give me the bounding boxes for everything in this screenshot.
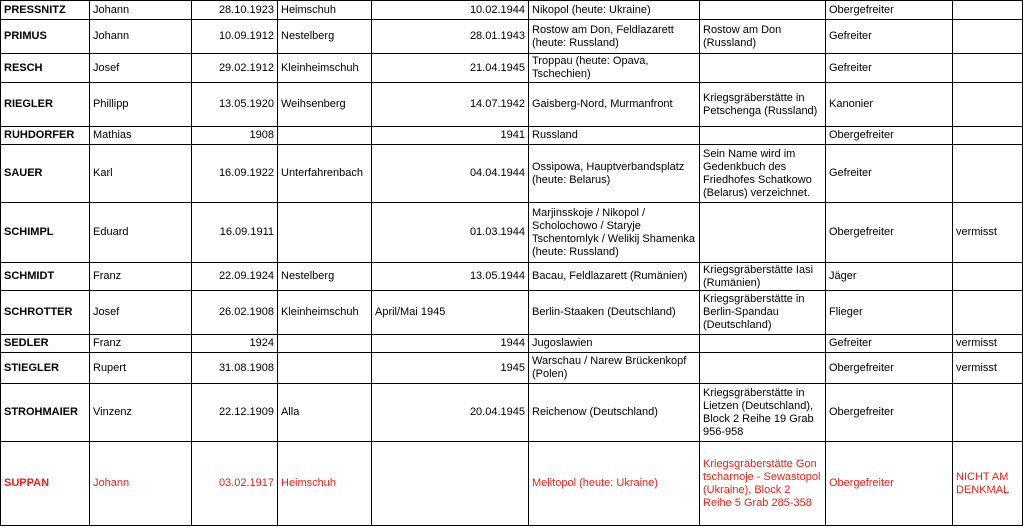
grave-cell: Kriegsgräberstätte in Lietzen (Deutschland), Block 2 Reihe 19 Grab 956-958 xyxy=(700,384,826,442)
note-cell xyxy=(953,384,1023,442)
death-place-cell: Ossipowa, Hauptverbandsplatz (heute: Belarus) xyxy=(529,145,700,203)
table-row xyxy=(1,1,1023,20)
last-name-cell: SUPPAN xyxy=(1,442,90,526)
death-date-value: 20.04.1945 xyxy=(469,406,525,418)
death-date-cell xyxy=(372,335,529,353)
last-name-cell: STIEGLER xyxy=(1,353,90,384)
rank-cell: Gefreiter xyxy=(826,20,953,54)
note-cell xyxy=(953,20,1023,54)
table-row xyxy=(1,291,1023,335)
death-date-value: 21.04.1945 xyxy=(469,61,525,74)
grave-cell xyxy=(700,203,826,263)
death-date-value: 10.02.1944 xyxy=(469,3,525,16)
note-cell xyxy=(953,263,1023,291)
note-cell: vermisst xyxy=(953,353,1023,384)
death-place-cell: Marjinsskoje / Nikopol / Scholochowo / Staryje Tschentomlyk / Welikij Shamenka (heute: Russland) xyxy=(529,203,700,263)
table-row xyxy=(1,442,1023,526)
rank-cell: Obergefreiter xyxy=(826,442,953,526)
birth-date-cell: 31.08.1908 xyxy=(192,353,278,384)
last-name-cell: SEDLER xyxy=(1,335,90,353)
death-date-value: 01.03.1944 xyxy=(469,226,525,238)
first-name-cell: Josef xyxy=(90,54,192,83)
table-row xyxy=(1,127,1023,145)
birth-place-cell: Alla xyxy=(278,384,372,442)
birth-date-cell: 22.09.1924 xyxy=(192,263,278,291)
rank-cell: Obergefreiter xyxy=(826,353,953,384)
birth-place-cell xyxy=(278,353,372,384)
rank-cell: Flieger xyxy=(826,291,953,335)
death-date-value: 1945 xyxy=(500,361,525,374)
birth-place-cell: Heimschuh xyxy=(278,442,372,526)
birth-date-cell: 29.02.1912 xyxy=(192,54,278,83)
rank-cell: Obergefreiter xyxy=(826,127,953,145)
birth-place-cell: Kleinheimschuh xyxy=(278,54,372,83)
death-date-text: April/Mai 1945 xyxy=(375,306,446,318)
first-name-cell: Rupert xyxy=(90,353,192,384)
note-cell: NICHT AM DENKMAL xyxy=(953,442,1023,526)
birth-place-cell: Kleinheimschuh xyxy=(278,291,372,335)
death-date-value: 13.05.1944 xyxy=(469,270,525,282)
note-cell xyxy=(953,1,1023,20)
first-name-cell: Johann xyxy=(90,20,192,54)
note-cell xyxy=(953,145,1023,203)
note-cell xyxy=(953,127,1023,145)
birth-date-cell: 13.05.1920 xyxy=(192,83,278,127)
death-date-cell xyxy=(372,20,529,54)
death-place-cell: Melitopol (heute: Ukraine) xyxy=(529,442,700,526)
death-place-cell: Russland xyxy=(529,127,700,145)
birth-place-cell: Nestelberg xyxy=(278,263,372,291)
last-name-cell: SCHIMPL xyxy=(1,203,90,263)
first-name-cell: Phillipp xyxy=(90,83,192,127)
death-date-cell xyxy=(372,203,529,263)
table-row xyxy=(1,263,1023,291)
last-name-cell: STROHMAIER xyxy=(1,384,90,442)
death-place-cell: Reichenow (Deutschland) xyxy=(529,384,700,442)
table-row xyxy=(1,353,1023,384)
table-row xyxy=(1,203,1023,263)
death-place-cell: Bacau, Feldlazarett (Rumänien) xyxy=(529,263,700,291)
table-row xyxy=(1,145,1023,203)
rank-cell: Gefreiter xyxy=(826,335,953,353)
grave-cell xyxy=(700,353,826,384)
grave-cell: Rostow am Don (Russland) xyxy=(700,20,826,54)
birth-place-cell xyxy=(278,335,372,353)
grave-cell: Kriegsgräberstätte Gon tscharnoje - Sewastopol (Ukraine), Block 2 Reihe 5 Grab 285-358 xyxy=(700,442,826,526)
last-name-cell: PRIMUS xyxy=(1,20,90,54)
death-date-value: 1944 xyxy=(500,337,525,349)
birth-place-cell xyxy=(278,127,372,145)
birth-date-cell: 10.09.1912 xyxy=(192,20,278,54)
death-date-cell xyxy=(372,54,529,83)
last-name-cell: PRESSNITZ xyxy=(1,1,90,20)
first-name-cell: Karl xyxy=(90,145,192,203)
birth-date-cell: 16.09.1922 xyxy=(192,145,278,203)
last-name-cell: SAUER xyxy=(1,145,90,203)
death-date-cell xyxy=(372,353,529,384)
last-name-cell: SCHROTTER xyxy=(1,291,90,335)
table-row xyxy=(1,384,1023,442)
death-date-cell xyxy=(372,263,529,291)
death-date-cell xyxy=(372,442,529,526)
table-row xyxy=(1,54,1023,83)
birth-date-cell: 1924 xyxy=(192,335,278,353)
note-cell xyxy=(953,54,1023,83)
first-name-cell: Eduard xyxy=(90,203,192,263)
last-name-cell: RIEGLER xyxy=(1,83,90,127)
death-place-cell: Rostow am Don, Feldlazarett (heute: Russland) xyxy=(529,20,700,54)
grave-cell xyxy=(700,1,826,20)
table-row xyxy=(1,83,1023,127)
note-cell xyxy=(953,291,1023,335)
birth-date-cell: 16.09.1911 xyxy=(192,203,278,263)
birth-place-cell: Unterfahrenbach xyxy=(278,145,372,203)
birth-date-cell: 1908 xyxy=(192,127,278,145)
first-name-cell: Josef xyxy=(90,291,192,335)
note-cell xyxy=(953,83,1023,127)
first-name-cell: Johann xyxy=(90,1,192,20)
birth-date-cell: 28.10.1923 xyxy=(192,1,278,20)
last-name-cell: RESCH xyxy=(1,54,90,83)
rank-cell: Obergefreiter xyxy=(826,384,953,442)
last-name-cell: RUHDORFER xyxy=(1,127,90,145)
birth-date-cell: 22.12.1909 xyxy=(192,384,278,442)
table-row xyxy=(1,335,1023,353)
birth-place-cell xyxy=(278,203,372,263)
last-name-cell: SCHMIDT xyxy=(1,263,90,291)
note-cell: vermisst xyxy=(953,203,1023,263)
grave-cell xyxy=(700,335,826,353)
death-place-cell: Jugoslawien xyxy=(529,335,700,353)
first-name-cell: Vinzenz xyxy=(90,384,192,442)
first-name-cell: Johann xyxy=(90,442,192,526)
birth-place-cell: Weihsenberg xyxy=(278,83,372,127)
first-name-cell: Franz xyxy=(90,335,192,353)
death-date-cell xyxy=(372,1,529,20)
death-date-value: 04.04.1944 xyxy=(469,167,525,179)
grave-cell xyxy=(700,127,826,145)
birth-place-cell: Nestelberg xyxy=(278,20,372,54)
rank-cell: Gefreiter xyxy=(826,145,953,203)
birth-place-cell: Heimschuh xyxy=(278,1,372,20)
table-body xyxy=(1,1,1023,526)
death-place-cell: Troppau (heute: Opava, Tschechien) xyxy=(529,54,700,83)
death-date-cell xyxy=(372,291,529,335)
rank-cell: Jäger xyxy=(826,263,953,291)
rank-cell: Kanonier xyxy=(826,83,953,127)
death-date-value: 28.01.1943 xyxy=(469,30,525,42)
first-name-cell: Mathias xyxy=(90,127,192,145)
birth-date-cell: 26.02.1908 xyxy=(192,291,278,335)
table-row xyxy=(1,20,1023,54)
rank-cell: Gefreiter xyxy=(826,54,953,83)
death-date-cell xyxy=(372,127,529,145)
death-place-cell: Nikopol (heute: Ukraine) xyxy=(529,1,700,20)
grave-cell: Sein Name wird im Gedenkbuch des Friedhofes Schatkowo (Belarus) verzeichnet. xyxy=(700,145,826,203)
first-name-cell: Franz xyxy=(90,263,192,291)
grave-cell: Kriegsgräberstätte in Petschenga (Russland) xyxy=(700,83,826,127)
rank-cell: Obergefreiter xyxy=(826,203,953,263)
birth-date-cell: 03.02.1917 xyxy=(192,442,278,526)
death-date-value: 14.07.1942 xyxy=(469,98,525,110)
grave-cell: Kriegsgräberstätte Iasi (Rumänien) xyxy=(700,263,826,291)
death-date-cell xyxy=(372,384,529,442)
death-date-cell xyxy=(372,145,529,203)
death-date-cell xyxy=(372,83,529,127)
death-date-value: 1941 xyxy=(500,129,525,141)
note-cell: vermisst xyxy=(953,335,1023,353)
grave-cell: Kriegsgräberstätte in Berlin-Spandau (Deutschland) xyxy=(700,291,826,335)
death-place-cell: Gaisberg-Nord, Murmanfront xyxy=(529,83,700,127)
rank-cell: Obergefreiter xyxy=(826,1,953,20)
death-place-cell: Berlin-Staaken (Deutschland) xyxy=(529,291,700,335)
death-place-cell: Warschau / Narew Brückenkopf (Polen) xyxy=(529,353,700,384)
grave-cell xyxy=(700,54,826,83)
